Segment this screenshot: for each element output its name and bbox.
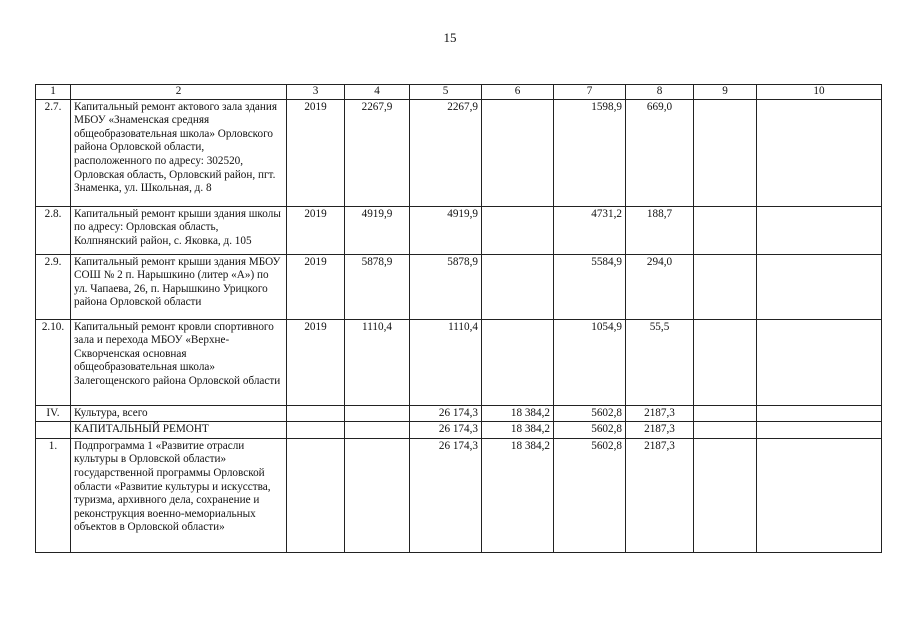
cell-col7: 1598,9	[554, 99, 626, 206]
cell-col6	[482, 254, 554, 319]
row-year	[287, 405, 345, 422]
cell-col4	[345, 422, 410, 439]
cell-col9	[694, 319, 757, 405]
table-row	[36, 319, 882, 405]
cell-col9	[694, 254, 757, 319]
column-header: 2	[71, 85, 287, 100]
row-year	[287, 438, 345, 552]
column-header: 5	[410, 85, 482, 100]
cell-col4	[345, 438, 410, 552]
table-row	[36, 254, 882, 319]
table-row	[36, 438, 882, 552]
table-row	[36, 422, 882, 439]
cell-col7: 5602,8	[554, 422, 626, 439]
row-year: 2019	[287, 254, 345, 319]
row-description: Капитальный ремонт кровли спортивного зала и перехода МБОУ «Верхне-Скворченская основная общеобразовательная школа» Залегощенского района Орловской области	[71, 319, 287, 405]
cell-col10	[757, 254, 882, 319]
column-header: 4	[345, 85, 410, 100]
cell-col10	[757, 422, 882, 439]
cell-col8: 188,7	[626, 206, 694, 254]
cell-col10	[757, 405, 882, 422]
row-number	[36, 422, 71, 439]
cell-col8: 2187,3	[626, 438, 694, 552]
row-description: Культура, всего	[71, 405, 287, 422]
cell-col6	[482, 319, 554, 405]
table-row	[36, 99, 882, 206]
cell-col6: 18 384,2	[482, 438, 554, 552]
cell-col5: 2267,9	[410, 99, 482, 206]
column-header: 10	[757, 85, 882, 100]
column-header: 1	[36, 85, 71, 100]
cell-col6	[482, 206, 554, 254]
cell-col8: 294,0	[626, 254, 694, 319]
column-header: 6	[482, 85, 554, 100]
row-year: 2019	[287, 206, 345, 254]
cell-col5: 26 174,3	[410, 422, 482, 439]
budget-table	[35, 84, 882, 553]
cell-col8: 669,0	[626, 99, 694, 206]
cell-col7: 5602,8	[554, 405, 626, 422]
cell-col8: 2187,3	[626, 422, 694, 439]
row-number: 1.	[36, 438, 71, 552]
row-year: 2019	[287, 99, 345, 206]
cell-col4: 1110,4	[345, 319, 410, 405]
cell-col6	[482, 99, 554, 206]
cell-col10	[757, 206, 882, 254]
row-number: 2.8.	[36, 206, 71, 254]
row-description: Капитальный ремонт крыши здания МБОУ СОШ № 2 п. Нарышкино (литер «А») по ул. Чапаева, 26, п. Нарышкино Урицкого района Орловской области	[71, 254, 287, 319]
page-number: 15	[443, 30, 457, 45]
column-header: 8	[626, 85, 694, 100]
cell-col5: 5878,9	[410, 254, 482, 319]
cell-col4: 5878,9	[345, 254, 410, 319]
cell-col6: 18 384,2	[482, 405, 554, 422]
cell-col9	[694, 99, 757, 206]
cell-col9	[694, 438, 757, 552]
table-header-row	[36, 85, 882, 100]
row-description: Капитальный ремонт актового зала здания МБОУ «Знаменская средняя общеобразовательная школа» Орловского района Орловской области, расположенного по адресу: 302520, Орловская область, Орловский район, пгт. Знаменка, ул. Школьная, д. 8	[71, 99, 287, 206]
cell-col8: 55,5	[626, 319, 694, 405]
cell-col4: 2267,9	[345, 99, 410, 206]
cell-col5: 26 174,3	[410, 405, 482, 422]
cell-col9	[694, 405, 757, 422]
cell-col6: 18 384,2	[482, 422, 554, 439]
row-number: 2.9.	[36, 254, 71, 319]
row-number: 2.10.	[36, 319, 71, 405]
cell-col7: 5602,8	[554, 438, 626, 552]
cell-col7: 1054,9	[554, 319, 626, 405]
column-header: 7	[554, 85, 626, 100]
column-header: 9	[694, 85, 757, 100]
cell-col10	[757, 438, 882, 552]
row-year: 2019	[287, 319, 345, 405]
cell-col5: 4919,9	[410, 206, 482, 254]
cell-col4: 4919,9	[345, 206, 410, 254]
cell-col5: 1110,4	[410, 319, 482, 405]
table-row	[36, 206, 882, 254]
row-number: IV.	[36, 405, 71, 422]
cell-col7: 4731,2	[554, 206, 626, 254]
column-header: 3	[287, 85, 345, 100]
row-description: Капитальный ремонт крыши здания школы по адресу: Орловская область, Колпнянский район, с. Яковка, д. 105	[71, 206, 287, 254]
row-description: КАПИТАЛЬНЫЙ РЕМОНТ	[71, 422, 287, 439]
row-number: 2.7.	[36, 99, 71, 206]
cell-col10	[757, 319, 882, 405]
row-year	[287, 422, 345, 439]
cell-col4	[345, 405, 410, 422]
cell-col9	[694, 206, 757, 254]
cell-col7: 5584,9	[554, 254, 626, 319]
row-description: Подпрограмма 1 «Развитие отрасли культуры в Орловской области» государственной программы Орловской области «Развитие культуры и искусства, туризма, архивного дела, сохранение и реконструкция военно-мемориальных объектов в Орловской области»	[71, 438, 287, 552]
table-row	[36, 405, 882, 422]
cell-col10	[757, 99, 882, 206]
cell-col5: 26 174,3	[410, 438, 482, 552]
cell-col8: 2187,3	[626, 405, 694, 422]
cell-col9	[694, 422, 757, 439]
